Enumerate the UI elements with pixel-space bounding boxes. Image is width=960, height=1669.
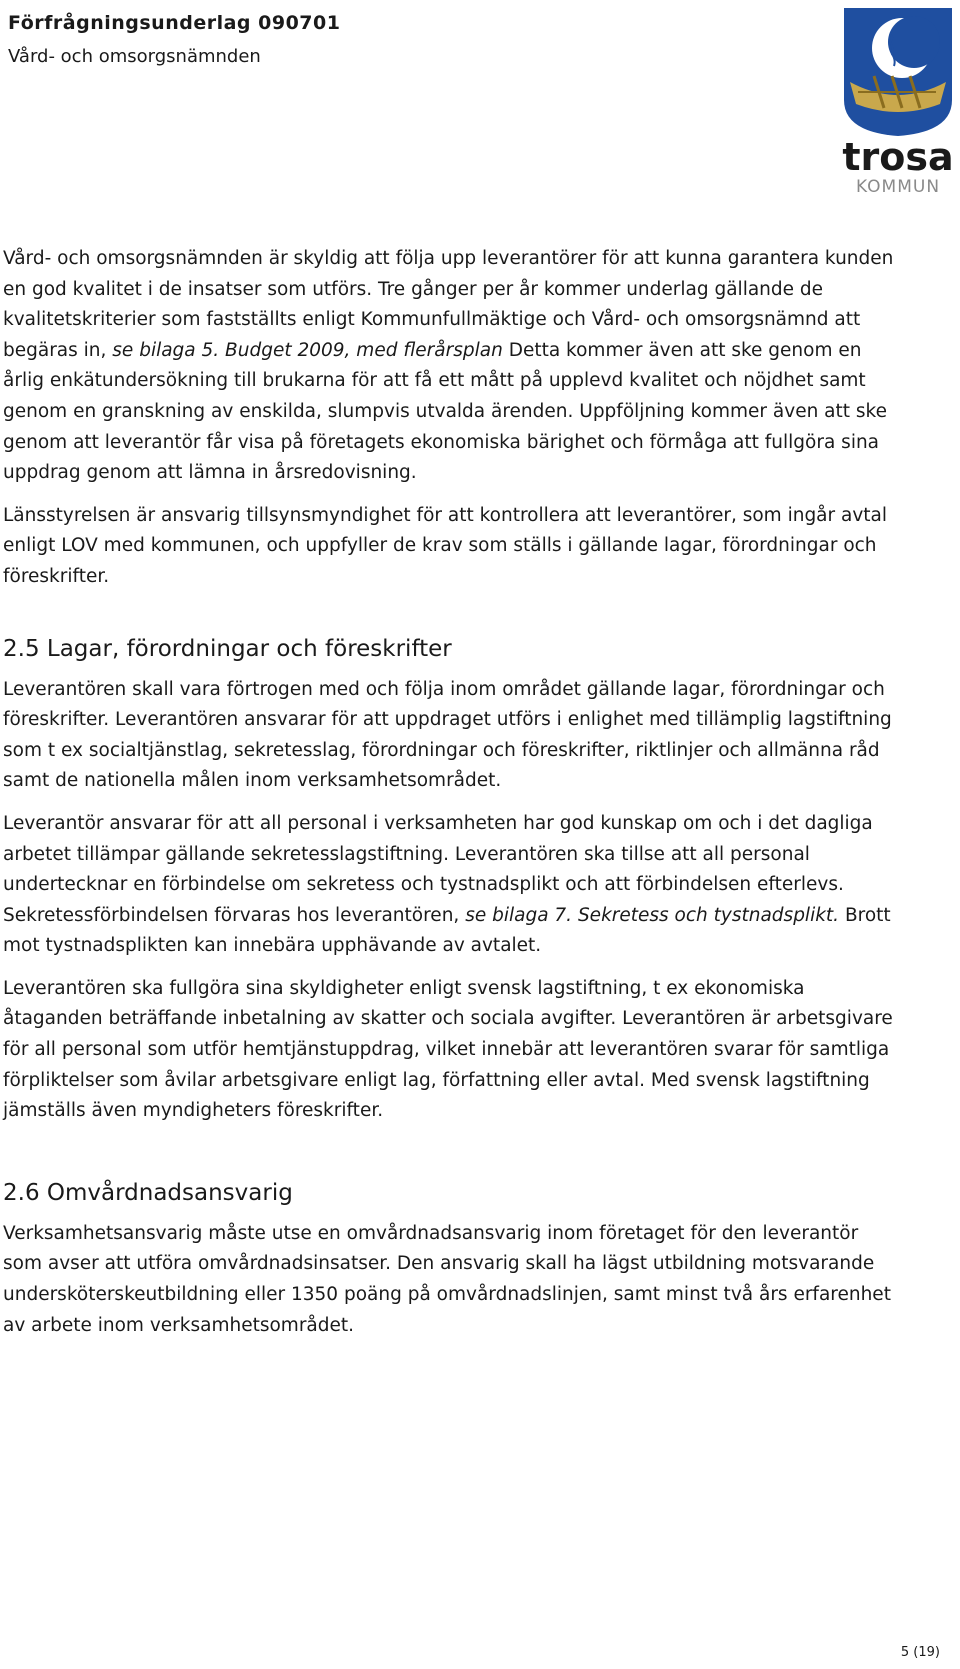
paragraph-care-responsible: Verksamhetsansvarig måste utse en omvårdnadsansvarig inom företaget för den leverantör som avser att utföra omvårdnadsinsatser. Den ansvarig skall ha lägst utbildning motsvarande undersköterskeutbildning eller 1350 poäng på omvårdnadslinjen, samt minst två års erfarenhet av arbete inom verksamhetsområdet. xyxy=(3,1222,891,1336)
page-number: 5 (19) xyxy=(900,1645,940,1660)
section-heading-2-5: 2.5 Lagar, förordningar och föreskrifter xyxy=(3,635,452,662)
document-subtitle: Vård- och omsorgsnämnden xyxy=(8,46,261,67)
logo-wordmark: trosa xyxy=(842,135,954,179)
document-title: Förfrågningsunderlag 090701 xyxy=(8,12,341,34)
paragraph-laws: Leverantören skall vara förtrogen med och följa inom området gällande lagar, förordningar och föreskrifter. Leverantören ansvarar för att uppdraget utförs i enlighet med tillämplig lagstiftning som t ex socialtjänstlag, sekretesslag, förordningar och föreskrifter, riktlinjer och allmänna råd samt de nationella målen inom verksamhetsområdet. xyxy=(3,678,892,792)
trosa-kommun-logo xyxy=(836,4,960,200)
paragraph-confidentiality: Leverantör ansvarar för att all personal i verksamheten har god kunskap om och i det dagliga arbetet tillämpar gällande sekretesslagstiftning. Leverantören ska tillse att all personal undertecknar en förbindelse om sekretess och tystnadsplikt och att förbindelsen efterlevs. Sekretessförbindelsen förvaras hos leverantören, se bilaga 7. Sekretess och tystnadsplikt. Brott mot tystnadsplikten kan innebära upphävande av avtalet. xyxy=(3,812,891,957)
document-body xyxy=(3,244,903,1353)
paragraph-supervision: Länsstyrelsen är ansvarig tillsynsmyndighet för att kontrollera att leverantörer, som ingår avtal enligt LOV med kommunen, och uppfyller de krav som ställs i gällande lagar, förordningar och föreskrifter. xyxy=(3,504,888,587)
reference-bilaga-7: se bilaga 7. Sekretess och tystnadsplikt. xyxy=(465,904,840,926)
logo-subtext: KOMMUN xyxy=(855,177,941,197)
paragraph-follow-up: Vård- och omsorgsnämnden är skyldig att följa upp leverantörer för att kunna garantera kunden en god kvalitet i de insatser som utförs. Tre gånger per år kommer underlag gällande de kvalitetskriterier som fastställts enligt Kommunfullmäktige och Vård- och omsorgsnämnd att begäras in, se bilaga 5. Budget 2009, med flerårsplan Detta kommer även att ske genom en årlig enkätundersökning till brukarna för att få ett mått på upplevd kvalitet och nöjdhet samt genom en granskning av enskilda, slumpvis utvalda ärenden. Uppföljning kommer även att ske genom att leverantör får visa på företagets ekonomiska bärighet och förmåga att fullgöra sina uppdrag genom att lämna in årsredovisning. xyxy=(3,248,894,484)
coat-of-arms-icon xyxy=(836,4,960,200)
section-heading-2-6: 2.6 Omvårdnadsansvarig xyxy=(3,1179,293,1206)
paragraph-obligations: Leverantören ska fullgöra sina skyldigheter enligt svensk lagstiftning, t ex ekonomiska åtaganden beträffande inbetalning av skatter och sociala avgifter. Leverantören är arbetsgivare för all personal som utför hemtjänstuppdrag, vilket innebär att leverantören svarar för samtliga förpliktelser som åvilar arbetsgivare enligt lag, författning eller avtal. Med svensk lagstiftning jämställs även myndigheters föreskrifter. xyxy=(3,977,893,1122)
reference-bilaga-5: se bilaga 5. Budget 2009, med flerårsplan xyxy=(112,339,503,361)
